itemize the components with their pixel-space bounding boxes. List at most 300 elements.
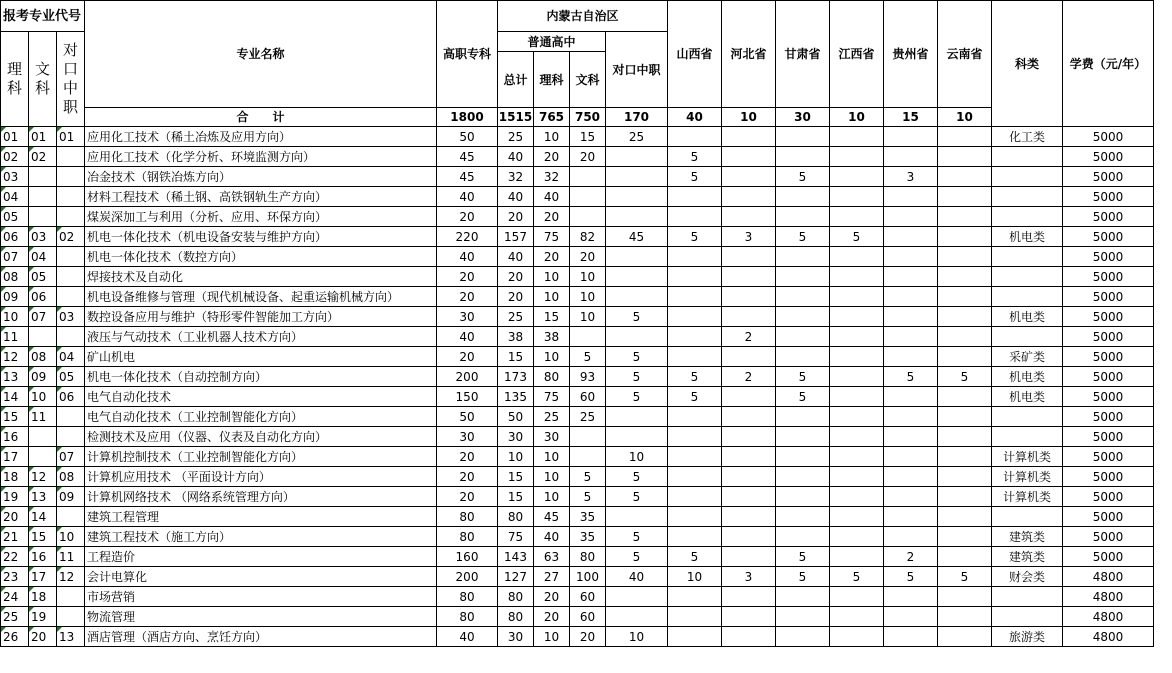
- cell-wenke: 35: [570, 507, 606, 527]
- cell-duikou: [606, 587, 668, 607]
- cell-gansu: [776, 527, 830, 547]
- cell-gz: 45: [437, 147, 498, 167]
- cell-total: 40: [498, 147, 534, 167]
- cell-dk: [57, 607, 85, 627]
- cell-wen: 07: [29, 307, 57, 327]
- cell-cat: [992, 427, 1063, 447]
- cell-wenke: 10: [570, 307, 606, 327]
- cell-duikou: 40: [606, 567, 668, 587]
- cell-duikou: [606, 287, 668, 307]
- table-row: [1, 167, 1154, 187]
- cell-name: 机电一体化技术（自动控制方向）: [85, 367, 437, 387]
- cell-yunnan: 5: [938, 367, 992, 387]
- cell-duikou: [606, 187, 668, 207]
- cell-cat: 建筑类: [992, 547, 1063, 567]
- cell-total: 143: [498, 547, 534, 567]
- cell-yunnan: [938, 627, 992, 647]
- cell-fee: 5000: [1063, 507, 1154, 527]
- cell-li: 17: [1, 447, 29, 467]
- cell-total: 135: [498, 387, 534, 407]
- cell-yunnan: [938, 187, 992, 207]
- totals-duikou: 170: [606, 108, 668, 127]
- cell-yunnan: [938, 547, 992, 567]
- totals-wenke: 750: [570, 108, 606, 127]
- cell-yunnan: [938, 127, 992, 147]
- cell-wen: [29, 167, 57, 187]
- cell-dk: 12: [57, 567, 85, 587]
- cell-yunnan: [938, 607, 992, 627]
- cell-jiangxi: [830, 267, 884, 287]
- cell-li: 20: [1, 507, 29, 527]
- cell-jiangxi: 5: [830, 567, 884, 587]
- cell-yunnan: [938, 407, 992, 427]
- cell-hebei: 3: [722, 567, 776, 587]
- cell-name: 酒店管理（酒店方向、烹饪方向）: [85, 627, 437, 647]
- cell-jiangxi: [830, 307, 884, 327]
- cell-like: 20: [534, 607, 570, 627]
- cell-gz: 20: [437, 347, 498, 367]
- cell-cat: 计算机类: [992, 467, 1063, 487]
- cell-gz: 80: [437, 507, 498, 527]
- cell-li: 26: [1, 627, 29, 647]
- cell-dk: 02: [57, 227, 85, 247]
- cell-li: 14: [1, 387, 29, 407]
- cell-shanxi: 5: [668, 227, 722, 247]
- cell-guizhou: [884, 427, 938, 447]
- cell-duikou: 5: [606, 467, 668, 487]
- cell-gansu: [776, 127, 830, 147]
- cell-jiangxi: [830, 587, 884, 607]
- cell-gz: 80: [437, 587, 498, 607]
- cell-name: 煤炭深加工与利用（分析、应用、环保方向）: [85, 207, 437, 227]
- cell-gz: 20: [437, 267, 498, 287]
- cell-like: 10: [534, 447, 570, 467]
- cell-wen: 12: [29, 467, 57, 487]
- cell-jiangxi: [830, 207, 884, 227]
- cell-name: 冶金技术（钢铁冶炼方向）: [85, 167, 437, 187]
- cell-name: 电气自动化技术: [85, 387, 437, 407]
- cell-wenke: 25: [570, 407, 606, 427]
- cell-duikou: [606, 247, 668, 267]
- cell-li: 16: [1, 427, 29, 447]
- shanxi-header: 山西省: [668, 1, 722, 108]
- cell-hebei: [722, 187, 776, 207]
- cell-fee: 5000: [1063, 187, 1154, 207]
- cell-name: 计算机控制技术（工业控制智能化方向）: [85, 447, 437, 467]
- cell-dk: 03: [57, 307, 85, 327]
- cell-jiangxi: [830, 467, 884, 487]
- cell-yunnan: [938, 227, 992, 247]
- cell-gansu: [776, 147, 830, 167]
- cell-duikou: 45: [606, 227, 668, 247]
- cell-li: 21: [1, 527, 29, 547]
- cell-li: 10: [1, 307, 29, 327]
- table-row: [1, 547, 1154, 567]
- cell-hebei: [722, 167, 776, 187]
- cell-name: 计算机应用技术 （平面设计方向）: [85, 467, 437, 487]
- cell-wenke: 80: [570, 547, 606, 567]
- cell-like: 20: [534, 587, 570, 607]
- cell-total: 80: [498, 587, 534, 607]
- cell-wen: 16: [29, 547, 57, 567]
- cell-like: 75: [534, 387, 570, 407]
- cell-cat: [992, 607, 1063, 627]
- cell-cat: [992, 407, 1063, 427]
- table-row: [1, 247, 1154, 267]
- cell-total: 38: [498, 327, 534, 347]
- cell-duikou: 5: [606, 347, 668, 367]
- cell-li: 11: [1, 327, 29, 347]
- cell-wenke: 20: [570, 627, 606, 647]
- cell-gz: 160: [437, 547, 498, 567]
- cell-yunnan: [938, 347, 992, 367]
- cell-wen: 15: [29, 527, 57, 547]
- cell-total: 20: [498, 287, 534, 307]
- cell-gz: 80: [437, 607, 498, 627]
- cell-gansu: [776, 487, 830, 507]
- cell-duikou: [606, 607, 668, 627]
- cell-shanxi: 5: [668, 147, 722, 167]
- cell-yunnan: [938, 387, 992, 407]
- putong-header: 普通高中: [498, 32, 606, 52]
- major-name-header: 专业名称: [85, 1, 437, 108]
- cell-shanxi: [668, 347, 722, 367]
- cell-guizhou: [884, 387, 938, 407]
- cell-cat: 旅游类: [992, 627, 1063, 647]
- table-row: [1, 387, 1154, 407]
- cell-fee: 5000: [1063, 487, 1154, 507]
- cell-duikou: [606, 507, 668, 527]
- cell-li: 01: [1, 127, 29, 147]
- cell-guizhou: [884, 527, 938, 547]
- cell-li: 02: [1, 147, 29, 167]
- gansu-header: 甘肃省: [776, 1, 830, 108]
- cell-cat: 计算机类: [992, 487, 1063, 507]
- cell-wenke: 20: [570, 247, 606, 267]
- cell-hebei: 3: [722, 227, 776, 247]
- cell-yunnan: [938, 427, 992, 447]
- cell-gz: 20: [437, 487, 498, 507]
- cell-yunnan: [938, 527, 992, 547]
- cell-jiangxi: 5: [830, 227, 884, 247]
- cell-wen: 17: [29, 567, 57, 587]
- cell-gz: 40: [437, 187, 498, 207]
- cell-name: 机电一体化技术（数控方向）: [85, 247, 437, 267]
- cell-cat: [992, 247, 1063, 267]
- cell-guizhou: 3: [884, 167, 938, 187]
- cell-fee: 5000: [1063, 407, 1154, 427]
- table-row: [1, 507, 1154, 527]
- cell-cat: 采矿类: [992, 347, 1063, 367]
- cell-duikou: 10: [606, 627, 668, 647]
- cell-fee: 5000: [1063, 527, 1154, 547]
- table-row: [1, 407, 1154, 427]
- cell-wen: [29, 327, 57, 347]
- cell-like: 75: [534, 227, 570, 247]
- cell-wen: 08: [29, 347, 57, 367]
- cell-shanxi: [668, 627, 722, 647]
- cell-wenke: 20: [570, 147, 606, 167]
- cell-total: 25: [498, 127, 534, 147]
- cell-total: 80: [498, 607, 534, 627]
- cell-li: 18: [1, 467, 29, 487]
- table-row: [1, 447, 1154, 467]
- cell-yunnan: [938, 327, 992, 347]
- cell-jiangxi: [830, 447, 884, 467]
- cell-name: 物流管理: [85, 607, 437, 627]
- hebei-header: 河北省: [722, 1, 776, 108]
- cell-like: 80: [534, 367, 570, 387]
- cell-yunnan: [938, 587, 992, 607]
- cell-gz: 20: [437, 467, 498, 487]
- cell-like: 45: [534, 507, 570, 527]
- cell-dk: [57, 507, 85, 527]
- cell-guizhou: [884, 307, 938, 327]
- cell-li: 03: [1, 167, 29, 187]
- cell-gansu: 5: [776, 567, 830, 587]
- cell-duikou: [606, 407, 668, 427]
- inner-mongolia-header: 内蒙古自治区: [498, 1, 668, 32]
- cell-wenke: 93: [570, 367, 606, 387]
- cell-guizhou: [884, 247, 938, 267]
- cell-total: 40: [498, 247, 534, 267]
- cell-wen: 13: [29, 487, 57, 507]
- cell-hebei: [722, 267, 776, 287]
- cell-wen: 01: [29, 127, 57, 147]
- cell-gansu: [776, 327, 830, 347]
- cell-shanxi: 5: [668, 167, 722, 187]
- category-header: 科类: [992, 1, 1063, 127]
- cell-li: 19: [1, 487, 29, 507]
- cell-gansu: [776, 307, 830, 327]
- cell-guizhou: [884, 407, 938, 427]
- cell-shanxi: [668, 327, 722, 347]
- cell-wenke: 100: [570, 567, 606, 587]
- cell-shanxi: [668, 467, 722, 487]
- cell-duikou: 5: [606, 307, 668, 327]
- cell-total: 75: [498, 527, 534, 547]
- totals-total: 1515: [498, 108, 534, 127]
- cell-gz: 50: [437, 127, 498, 147]
- wenke-header: 文科: [570, 52, 606, 108]
- cell-wen: 03: [29, 227, 57, 247]
- wen-col-header: 文科: [29, 32, 57, 127]
- cell-wen: 04: [29, 247, 57, 267]
- cell-li: 05: [1, 207, 29, 227]
- cell-cat: [992, 267, 1063, 287]
- cell-hebei: [722, 287, 776, 307]
- cell-like: 15: [534, 307, 570, 327]
- cell-li: 15: [1, 407, 29, 427]
- cell-duikou: 10: [606, 447, 668, 467]
- cell-hebei: 2: [722, 367, 776, 387]
- cell-jiangxi: [830, 627, 884, 647]
- cell-gansu: [776, 427, 830, 447]
- cell-cat: 建筑类: [992, 527, 1063, 547]
- cell-name: 机电一体化技术（机电设备安装与维护方向）: [85, 227, 437, 247]
- cell-total: 15: [498, 467, 534, 487]
- cell-yunnan: [938, 487, 992, 507]
- cell-hebei: 2: [722, 327, 776, 347]
- cell-gansu: [776, 407, 830, 427]
- cell-gz: 20: [437, 447, 498, 467]
- cell-gansu: 5: [776, 167, 830, 187]
- cell-dk: 10: [57, 527, 85, 547]
- cell-gz: 200: [437, 367, 498, 387]
- cell-fee: 5000: [1063, 327, 1154, 347]
- cell-fee: 5000: [1063, 167, 1154, 187]
- cell-gansu: [776, 287, 830, 307]
- duikou-zhongzhi-header: 对口中职: [606, 32, 668, 108]
- cell-cat: 化工类: [992, 127, 1063, 147]
- cell-yunnan: [938, 267, 992, 287]
- cell-guizhou: [884, 327, 938, 347]
- cell-wenke: [570, 187, 606, 207]
- cell-guizhou: [884, 347, 938, 367]
- gaozhi-header: 高职专科: [437, 1, 498, 108]
- cell-cat: 机电类: [992, 307, 1063, 327]
- cell-wenke: [570, 427, 606, 447]
- cell-total: 15: [498, 487, 534, 507]
- cell-fee: 5000: [1063, 247, 1154, 267]
- cell-dk: [57, 327, 85, 347]
- cell-guizhou: 5: [884, 567, 938, 587]
- cell-duikou: 5: [606, 547, 668, 567]
- cell-guizhou: [884, 267, 938, 287]
- cell-hebei: [722, 527, 776, 547]
- cell-yunnan: [938, 507, 992, 527]
- cell-guizhou: [884, 447, 938, 467]
- cell-fee: 5000: [1063, 347, 1154, 367]
- cell-dk: 01: [57, 127, 85, 147]
- cell-hebei: [722, 387, 776, 407]
- cell-li: 04: [1, 187, 29, 207]
- totals-gaozhi: 1800: [437, 108, 498, 127]
- cell-gz: 40: [437, 247, 498, 267]
- table-row: [1, 327, 1154, 347]
- totals-jiangxi: 10: [830, 108, 884, 127]
- cell-cat: [992, 207, 1063, 227]
- cell-yunnan: [938, 287, 992, 307]
- cell-fee: 5000: [1063, 207, 1154, 227]
- cell-dk: 07: [57, 447, 85, 467]
- table-row: [1, 487, 1154, 507]
- cell-fee: 5000: [1063, 427, 1154, 447]
- cell-dk: [57, 187, 85, 207]
- cell-cat: [992, 587, 1063, 607]
- cell-fee: 5000: [1063, 367, 1154, 387]
- cell-hebei: [722, 407, 776, 427]
- cell-gz: 50: [437, 407, 498, 427]
- cell-like: 10: [534, 127, 570, 147]
- table-row: [1, 587, 1154, 607]
- cell-dk: [57, 247, 85, 267]
- totals-yunnan: 10: [938, 108, 992, 127]
- cell-total: 10: [498, 447, 534, 467]
- cell-like: 10: [534, 487, 570, 507]
- cell-name: 建筑工程技术（施工方向）: [85, 527, 437, 547]
- cell-wenke: 10: [570, 287, 606, 307]
- cell-cat: [992, 507, 1063, 527]
- cell-guizhou: [884, 487, 938, 507]
- cell-fee: 5000: [1063, 227, 1154, 247]
- cell-cat: [992, 327, 1063, 347]
- cell-gansu: 5: [776, 547, 830, 567]
- cell-shanxi: [668, 447, 722, 467]
- cell-guizhou: 5: [884, 367, 938, 387]
- cell-guizhou: [884, 147, 938, 167]
- cell-duikou: 5: [606, 367, 668, 387]
- cell-shanxi: [668, 607, 722, 627]
- cell-hebei: [722, 547, 776, 567]
- table-row: [1, 187, 1154, 207]
- cell-wenke: [570, 447, 606, 467]
- cell-hebei: [722, 247, 776, 267]
- cell-like: 30: [534, 427, 570, 447]
- cell-fee: 5000: [1063, 447, 1154, 467]
- cell-gansu: [776, 467, 830, 487]
- cell-fee: 4800: [1063, 607, 1154, 627]
- cell-gansu: [776, 267, 830, 287]
- table-row: [1, 307, 1154, 327]
- cell-gz: 220: [437, 227, 498, 247]
- cell-jiangxi: [830, 507, 884, 527]
- cell-gansu: 5: [776, 367, 830, 387]
- cell-dk: 11: [57, 547, 85, 567]
- totals-hebei: 10: [722, 108, 776, 127]
- cell-shanxi: [668, 527, 722, 547]
- cell-gz: 20: [437, 207, 498, 227]
- table-row: [1, 347, 1154, 367]
- cell-wen: [29, 207, 57, 227]
- cell-dk: [57, 167, 85, 187]
- cell-jiangxi: [830, 367, 884, 387]
- cell-gansu: [776, 507, 830, 527]
- totals-shanxi: 40: [668, 108, 722, 127]
- cell-wen: 02: [29, 147, 57, 167]
- cell-shanxi: [668, 287, 722, 307]
- guizhou-header: 贵州省: [884, 1, 938, 108]
- cell-wenke: 35: [570, 527, 606, 547]
- table-row: [1, 467, 1154, 487]
- total-header: 总计: [498, 52, 534, 108]
- cell-dk: [57, 407, 85, 427]
- cell-dk: [57, 267, 85, 287]
- cell-gansu: [776, 627, 830, 647]
- cell-duikou: 25: [606, 127, 668, 147]
- cell-yunnan: 5: [938, 567, 992, 587]
- cell-hebei: [722, 467, 776, 487]
- cell-li: 06: [1, 227, 29, 247]
- cell-cat: 机电类: [992, 387, 1063, 407]
- li-col-header: 理科: [1, 32, 29, 127]
- cell-like: 10: [534, 287, 570, 307]
- cell-hebei: [722, 127, 776, 147]
- table-row: [1, 527, 1154, 547]
- cell-name: 焊接技术及自动化: [85, 267, 437, 287]
- cell-li: 13: [1, 367, 29, 387]
- cell-li: 23: [1, 567, 29, 587]
- cell-like: 20: [534, 147, 570, 167]
- cell-yunnan: [938, 207, 992, 227]
- table-row: [1, 627, 1154, 647]
- cell-gansu: [776, 347, 830, 367]
- cell-name: 应用化工技术（化学分析、环境监测方向）: [85, 147, 437, 167]
- cell-name: 应用化工技术（稀土冶炼及应用方向）: [85, 127, 437, 147]
- cell-wen: [29, 427, 57, 447]
- cell-wenke: 60: [570, 387, 606, 407]
- cell-fee: 5000: [1063, 287, 1154, 307]
